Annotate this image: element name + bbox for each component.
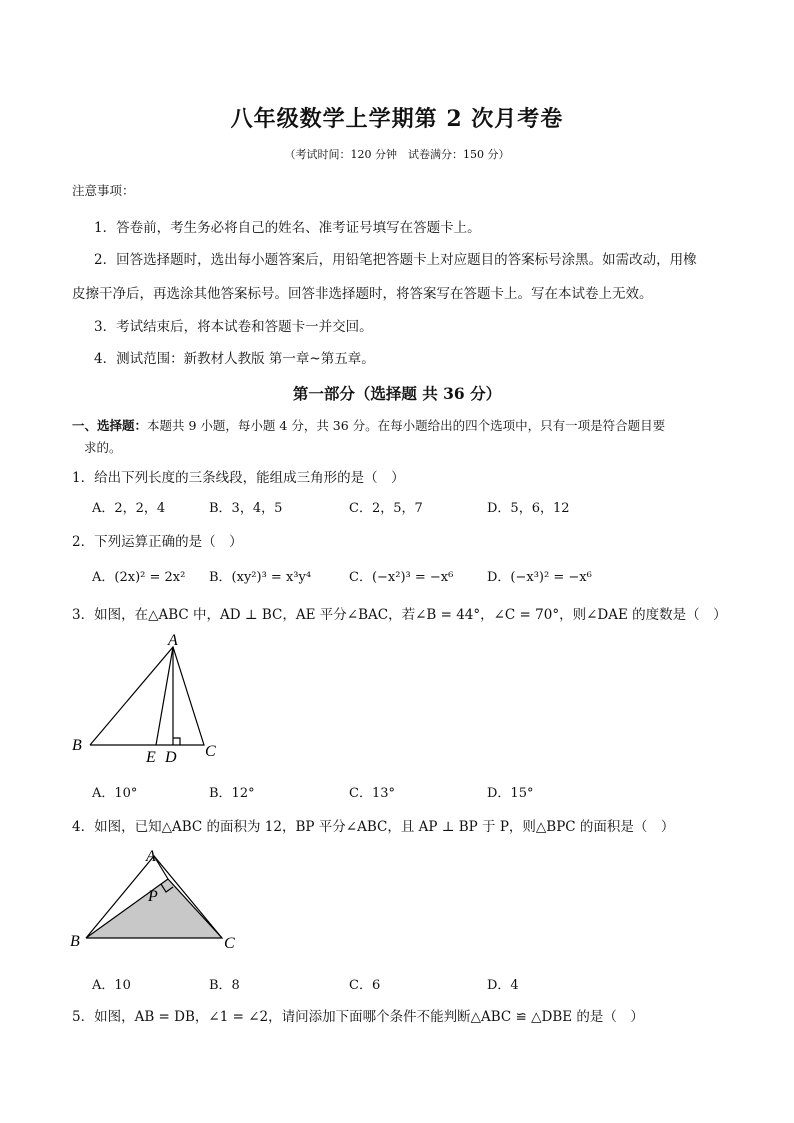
question-3-option-a: A．10° — [92, 786, 138, 801]
notice-heading: 注意事项： — [72, 183, 135, 198]
part-intro-lead: 一、选择题： — [72, 418, 148, 433]
question-5-stem: 5．如图，AB = DB，∠1 = ∠2，请问添加下面哪个条件不能判断△ABC ≌ △DBE 的是（ ） — [72, 1009, 644, 1025]
question-3-option-d: D．15° — [487, 786, 534, 801]
question-2-option-d: D．(−x³)² = −x⁶ — [487, 570, 592, 585]
right-angle-mark — [173, 738, 180, 745]
notice-item-3: 3．考试结束后，将本试卷和答题卡一并交回。 — [94, 319, 373, 335]
question-3-option-b: B．12° — [209, 786, 255, 801]
notice-item-1: 1．答卷前，考生务必将自己的姓名、准考证号填写在答题卡上。 — [94, 220, 481, 236]
question-1-option-a: A．2，2，4 — [92, 501, 166, 516]
label-e: E — [146, 749, 156, 766]
question-2-option-b: B．(xy²)³ = x³y⁴ — [209, 570, 312, 585]
question-4-figure — [66, 843, 256, 958]
section-heading: 第一部分（选择题 共 36 分） — [292, 384, 502, 403]
question-4-stem: 4．如图，已知△ABC 的面积为 12，BP 平分∠ABC，且 AP ⊥ BP 于 P，则△BPC 的面积是（ ） — [72, 819, 675, 835]
question-2-stem: 2．下列运算正确的是（ ） — [72, 534, 243, 550]
part-intro-text: 本题共 9 小题，每小题 4 分，共 36 分。在每小题给出的四个选项中，只有一项是符合题目要 — [147, 418, 666, 433]
question-1-option-c: C．2，5，7 — [349, 501, 423, 516]
question-1-stem: 1．给出下列长度的三条线段，能组成三角形的是（ ） — [72, 470, 405, 486]
question-2-option-c: C．(−x²)³ = −x⁶ — [349, 570, 454, 585]
notice-item-2-line-1: 2．回答选择题时，选出每小题答案后，用铅笔把答题卡上对应题目的答案标号涂黑。如需改动，用橡 — [94, 252, 697, 268]
question-3-figure — [66, 630, 236, 770]
label-p: P — [148, 888, 158, 905]
bisector-ae — [156, 647, 173, 745]
segment-ap — [154, 856, 168, 879]
label-c: C — [205, 743, 216, 760]
exam-info: （考试时间：120 分钟 试卷满分：150 分） — [284, 148, 510, 161]
label-b: B — [72, 737, 82, 754]
label-a: A — [146, 848, 156, 865]
question-3-option-c: C．13° — [349, 786, 395, 801]
question-1-option-d: D．5，6，12 — [487, 501, 570, 516]
question-4-option-a: A．10 — [92, 978, 131, 993]
page-title: 八年级数学上学期第 2 次月考卷 — [230, 106, 564, 132]
triangle-abc — [90, 647, 204, 745]
label-c: C — [224, 935, 235, 952]
question-2-option-a: A．(2x)² = 2x² — [92, 570, 186, 585]
question-3-stem: 3．如图，在△ABC 中，AD ⊥ BC，AE 平分∠BAC，若∠B = 44°，∠C = 70°，则∠DAE 的度数是（ ） — [72, 607, 727, 623]
question-4-option-c: C．6 — [349, 978, 381, 993]
label-a: A — [168, 632, 178, 649]
label-b: B — [70, 933, 80, 950]
notice-item-2-line-2: 皮擦干净后，再选涂其他答案标号。回答非选择题时，将答案写在答题卡上。写在本试卷上无效。 — [72, 286, 653, 302]
label-d: D — [165, 749, 177, 766]
notice-item-4: 4．测试范围：新教材人教版 第一章~第五章。 — [94, 351, 375, 367]
question-1-option-b: B．3，4，5 — [209, 501, 283, 516]
part-intro-line-1 — [72, 416, 665, 434]
question-4-option-b: B．8 — [209, 978, 240, 993]
part-intro-line-2: 求的。 — [84, 440, 122, 455]
question-4-option-d: D．4 — [487, 978, 519, 993]
